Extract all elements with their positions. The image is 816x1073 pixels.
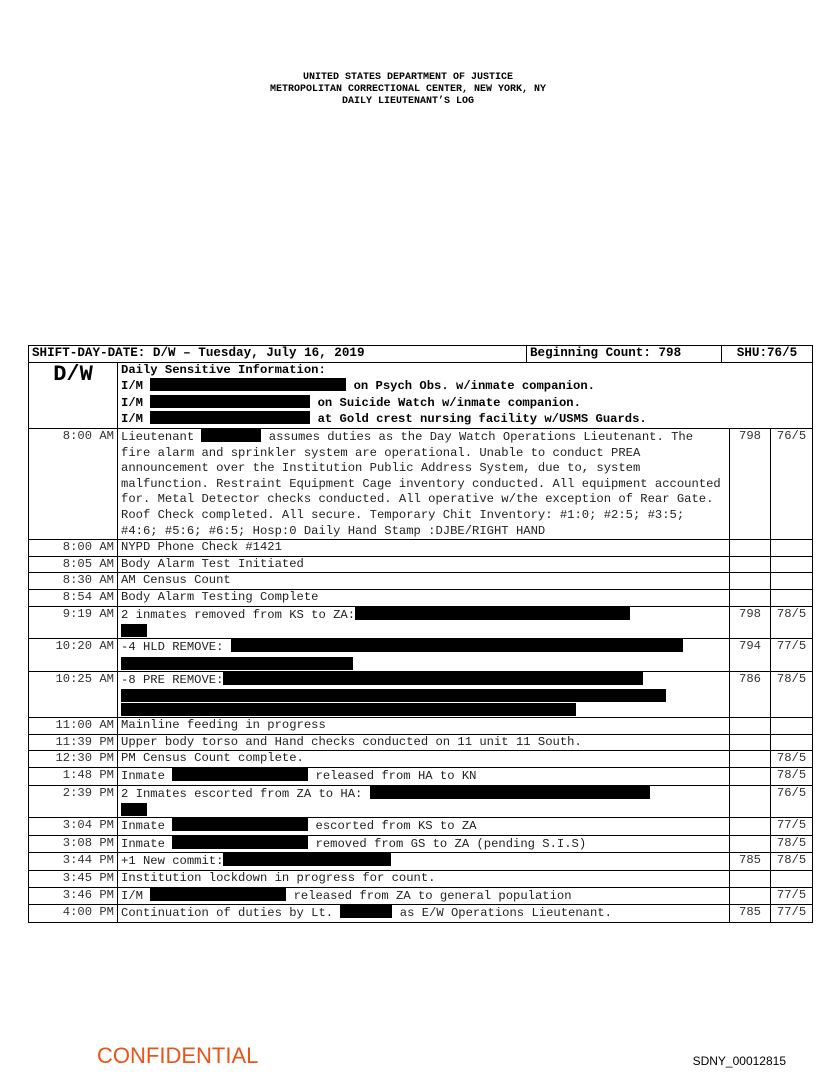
redaction-bar: [172, 768, 308, 781]
entry-count: 798: [730, 428, 771, 539]
log-entry-row: [29, 835, 813, 853]
entry-count: [730, 818, 771, 836]
entry-text: Inmate removed from GS to ZA (pending S.I.S): [118, 835, 730, 853]
redaction-bar: [355, 607, 630, 620]
entry-time: 2:39 PM: [29, 785, 118, 818]
entry-count: 785: [730, 853, 771, 871]
entry-time: 3:45 PM: [29, 871, 118, 888]
entry-shu: 77/5: [771, 639, 813, 672]
redaction-bar: [150, 395, 310, 408]
sensitive-line: I/M on Psych Obs. w/inmate companion.: [121, 379, 595, 394]
redaction-bar: [150, 888, 286, 901]
entry-shu: [771, 540, 813, 557]
entry-count: [730, 751, 771, 768]
entry-count: 798: [730, 606, 771, 639]
log-entry-row: [29, 671, 813, 718]
log-entry-row: [29, 589, 813, 606]
log-entry-row: [29, 718, 813, 735]
redaction-bar: [121, 624, 147, 637]
entry-shu: 78/5: [771, 606, 813, 639]
log-entry-row: [29, 853, 813, 871]
sensitive-info: [118, 362, 813, 428]
entry-shu: 78/5: [771, 853, 813, 871]
log-entry-row: [29, 606, 813, 639]
entry-count: 785: [730, 905, 771, 923]
entry-shu: [771, 871, 813, 888]
entry-count: [730, 556, 771, 573]
log-entry-row: [29, 768, 813, 786]
entry-text: 2 inmates removed from KS to ZA:: [118, 606, 730, 639]
entry-count: [730, 835, 771, 853]
log-entry-row: [29, 428, 813, 539]
log-entry-row: [29, 905, 813, 923]
log-entry-row: [29, 734, 813, 751]
entry-text: Inmate released from HA to KN: [118, 768, 730, 786]
entry-shu: 78/5: [771, 768, 813, 786]
redaction-bar: [121, 657, 353, 670]
daily-log-table: [28, 345, 813, 923]
entry-time: 11:39 PM: [29, 734, 118, 751]
entry-time: 8:05 AM: [29, 556, 118, 573]
redaction-bar: [172, 836, 308, 849]
entry-shu: [771, 589, 813, 606]
entry-shu: 77/5: [771, 818, 813, 836]
entry-text: +1 New commit:: [118, 853, 730, 871]
entry-shu: 78/5: [771, 671, 813, 718]
entry-text: Upper body torso and Hand checks conducted on 11 unit 11 South.: [118, 734, 730, 751]
entry-text: Body Alarm Test Initiated: [118, 556, 730, 573]
entry-time: 3:08 PM: [29, 835, 118, 853]
log-entry-row: [29, 785, 813, 818]
entry-count: [730, 887, 771, 905]
sensitive-info-row: [29, 362, 813, 428]
entry-text: AM Census Count: [118, 573, 730, 590]
log-entry-row: [29, 887, 813, 905]
entry-time: 8:30 AM: [29, 573, 118, 590]
entry-count: [730, 734, 771, 751]
beginning-count: Beginning Count: 798: [527, 346, 722, 363]
entry-shu: [771, 734, 813, 751]
redaction-bar: [121, 689, 666, 702]
entry-count: [730, 573, 771, 590]
entry-text: -4 HLD REMOVE:: [118, 639, 730, 672]
header-agency: UNITED STATES DEPARTMENT OF JUSTICE: [302, 72, 514, 83]
bates-number: SDNY_00012815: [692, 1054, 786, 1068]
entry-count: [730, 785, 771, 818]
redaction-bar: [150, 378, 346, 391]
entry-text: Body Alarm Testing Complete: [118, 589, 730, 606]
header-facility: METROPOLITAN CORRECTIONAL CENTER, NEW YORK, NY: [269, 84, 547, 95]
entry-shu: 77/5: [771, 887, 813, 905]
log-entry-row: [29, 540, 813, 557]
entry-count: 786: [730, 671, 771, 718]
entry-count: [730, 871, 771, 888]
entry-text: 2 Inmates escorted from ZA to HA:: [118, 785, 730, 818]
entry-text: NYPD Phone Check #1421: [118, 540, 730, 557]
entry-time: 11:00 AM: [29, 718, 118, 735]
log-entry-row: [29, 751, 813, 768]
entry-text: PM Census Count complete.: [118, 751, 730, 768]
entry-time: 12:30 PM: [29, 751, 118, 768]
entry-time: 10:20 AM: [29, 639, 118, 672]
log-entry-row: [29, 556, 813, 573]
redaction-bar: [223, 853, 391, 866]
entry-count: [730, 589, 771, 606]
shift-label: D/W: [29, 362, 118, 428]
shift-info-row: [29, 346, 813, 363]
entry-time: 4:00 PM: [29, 905, 118, 923]
entry-time: 8:00 AM: [29, 428, 118, 539]
entry-text: Continuation of duties by Lt. as E/W Operations Lieutenant.: [118, 905, 730, 923]
entry-time: 8:00 AM: [29, 540, 118, 557]
entry-time: 10:25 AM: [29, 671, 118, 718]
entry-shu: 76/5: [771, 428, 813, 539]
redaction-bar: [201, 429, 261, 442]
redaction-bar: [370, 786, 650, 799]
entry-shu: 78/5: [771, 751, 813, 768]
sensitive-line: I/M on Suicide Watch w/inmate companion.: [121, 395, 581, 410]
log-entry-row: [29, 573, 813, 590]
redaction-bar: [121, 803, 147, 816]
entry-time: 9:19 AM: [29, 606, 118, 639]
redaction-bar: [150, 411, 310, 424]
entry-time: 3:44 PM: [29, 853, 118, 871]
log-entry-row: [29, 871, 813, 888]
entry-shu: [771, 718, 813, 735]
sensitive-line: I/M at Gold crest nursing facility w/USMS Guards.: [121, 412, 647, 427]
redaction-bar: [172, 818, 308, 831]
entry-text: Lieutenant assumes duties as the Day Watch Operations Lieutenant. The fire alarm and sprinkler system are operational. Unable to conduct PREA announcement over the Institution Public Address System, due to, system malfunction. Restraint Equipment Cage inventory conducted. All equipment accounted for. Metal Detector checks conducted. All operative w/the exception of Rear Gate. Roof Check completed. All secure. Temporary Chit Inventory: #1:0; #2:5; #3:5; #4:6; #5:6; #6:5; Hosp:0 Daily Hand Stamp :DJBE/RIGHT HAND: [118, 428, 730, 539]
redaction-bar: [223, 672, 643, 685]
sensitive-heading: Daily Sensitive Information:: [121, 362, 326, 377]
entry-text: I/M released from ZA to general population: [118, 887, 730, 905]
redaction-bar: [121, 703, 576, 716]
header-log-title: DAILY LIEUTENANT’S LOG: [341, 96, 475, 107]
confidential-stamp: CONFIDENTIAL: [97, 1043, 259, 1068]
entry-count: [730, 768, 771, 786]
entry-count: 794: [730, 639, 771, 672]
entry-time: 8:54 AM: [29, 589, 118, 606]
log-entry-row: [29, 639, 813, 672]
shu-count: SHU:76/5: [722, 346, 813, 363]
entry-shu: 76/5: [771, 785, 813, 818]
redaction-bar: [340, 905, 392, 918]
document-header: [0, 72, 816, 108]
entry-shu: 78/5: [771, 835, 813, 853]
redaction-bar: [231, 639, 683, 652]
entry-shu: [771, 556, 813, 573]
entry-text: Inmate escorted from KS to ZA: [118, 818, 730, 836]
log-entry-row: [29, 818, 813, 836]
entry-text: -8 PRE REMOVE:: [118, 671, 730, 718]
entry-time: 1:48 PM: [29, 768, 118, 786]
entry-shu: [771, 573, 813, 590]
entry-time: 3:46 PM: [29, 887, 118, 905]
entry-time: 3:04 PM: [29, 818, 118, 836]
shift-day-date: SHIFT-DAY-DATE: D/W – Tuesday, July 16, 2019: [29, 346, 527, 363]
entry-count: [730, 540, 771, 557]
entry-text: Mainline feeding in progress: [118, 718, 730, 735]
entry-text: Institution lockdown in progress for count.: [118, 871, 730, 888]
entry-shu: 77/5: [771, 905, 813, 923]
entry-count: [730, 718, 771, 735]
